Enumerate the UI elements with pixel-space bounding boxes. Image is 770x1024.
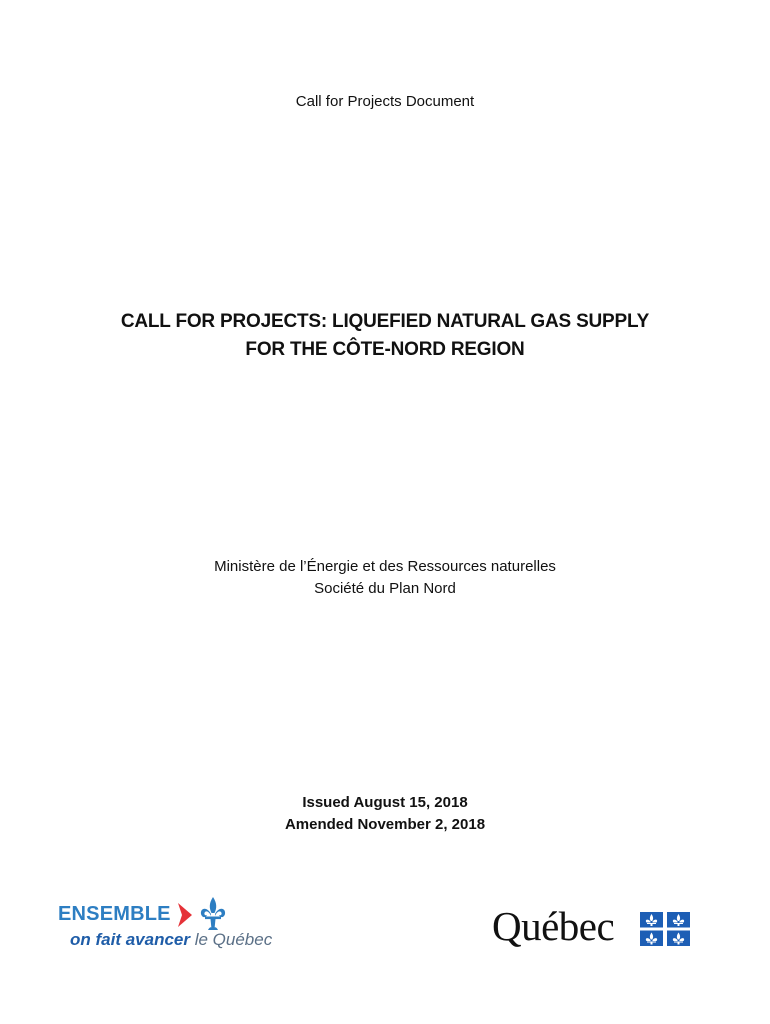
- quebec-logo: [492, 902, 702, 954]
- issuing-organizations: [0, 556, 770, 600]
- ensemble-logo-word: ENSEMBLE: [58, 903, 171, 925]
- ensemble-tagline-bold: on fait avancer: [70, 930, 190, 949]
- document-title-line-1: CALL FOR PROJECTS: LIQUEFIED NATURAL GAS SUPPLY: [120, 311, 650, 332]
- chevron-icon: [176, 902, 194, 928]
- amended-date: Amended November 2, 2018: [284, 816, 486, 833]
- ensemble-tagline-light: le Québec: [190, 930, 273, 949]
- ensemble-logo: [58, 896, 298, 956]
- document-dates: [0, 792, 770, 836]
- fleur-de-lis-icon: [199, 896, 227, 932]
- quebec-flag-icon: [640, 912, 690, 946]
- quebec-logo-word: Québec: [492, 903, 615, 949]
- issued-date: Issued August 15, 2018: [302, 794, 468, 811]
- ensemble-tagline: [70, 930, 272, 950]
- document-type-label: Call for Projects Document: [295, 93, 475, 110]
- document-title-line-2: FOR THE CÔTE-NORD REGION: [245, 339, 525, 360]
- ministry-name: Ministère de l’Énergie et des Ressources naturelles: [214, 558, 556, 575]
- document-title: [0, 308, 770, 364]
- society-name: Société du Plan Nord: [314, 580, 456, 597]
